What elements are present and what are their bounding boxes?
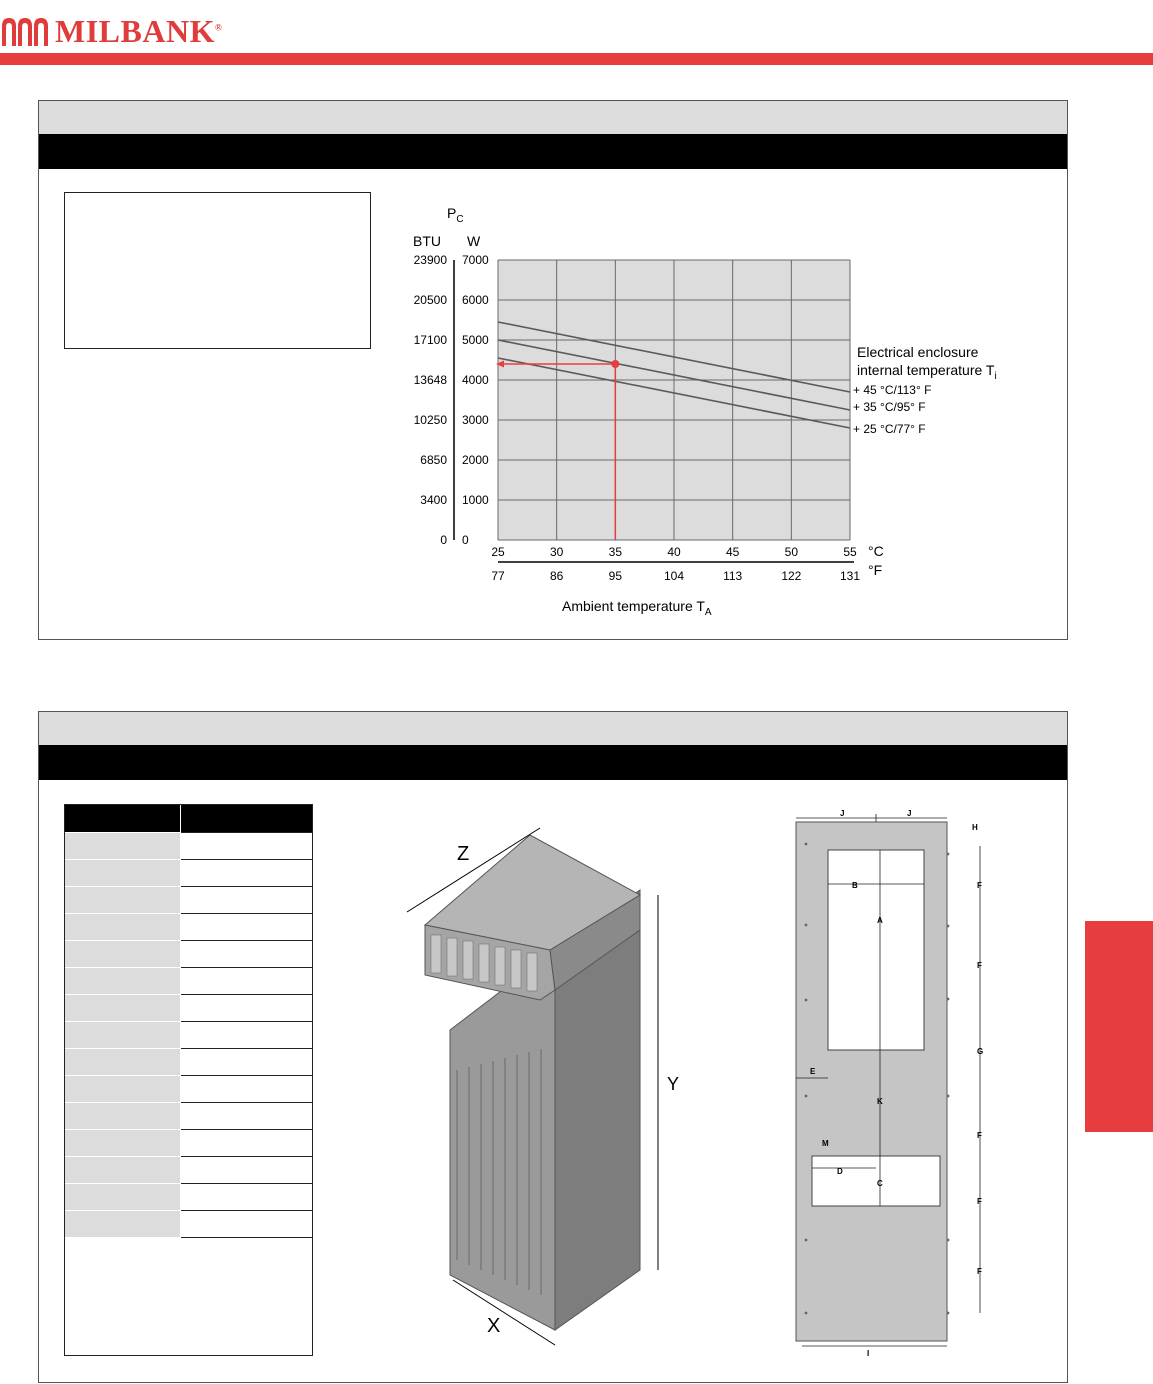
table-header-row bbox=[64, 804, 313, 833]
x-tick-celsius: 35 bbox=[608, 545, 623, 559]
section-side-tab bbox=[1085, 921, 1153, 1132]
dimension-value-cell bbox=[181, 1211, 314, 1238]
dimension-key-cell bbox=[64, 860, 181, 887]
dimension-key-cell bbox=[64, 1211, 181, 1238]
label-a: A bbox=[877, 916, 883, 925]
dimension-key-cell bbox=[64, 804, 181, 833]
x-tick-fahrenheit: 113 bbox=[723, 569, 743, 583]
dimension-x-label: X bbox=[487, 1315, 501, 1337]
dimension-value-cell bbox=[181, 1022, 314, 1049]
dimension-key-cell bbox=[64, 995, 181, 1022]
y-tick-btu: 0 bbox=[440, 533, 447, 547]
header-accent-bar bbox=[0, 53, 1153, 65]
dimension-value-cell bbox=[181, 1049, 314, 1076]
dimension-key-cell bbox=[64, 1157, 181, 1184]
y-tick-btu: 17100 bbox=[413, 333, 447, 347]
table-row bbox=[64, 1022, 313, 1049]
air-conditioner-unit-drawing bbox=[395, 820, 685, 1350]
dimension-value-cell bbox=[181, 860, 314, 887]
y-tick-w: 6000 bbox=[462, 293, 489, 307]
table-row bbox=[64, 887, 313, 914]
dimension-value-cell bbox=[181, 1130, 314, 1157]
table-row bbox=[64, 860, 313, 887]
dimension-key-cell bbox=[64, 833, 181, 860]
x-tick-fahrenheit: 131 bbox=[839, 569, 861, 583]
dimension-value-cell bbox=[181, 941, 314, 968]
legend-entry: + 25 °C/77° F bbox=[853, 422, 926, 436]
x-tick-celsius: 40 bbox=[667, 545, 681, 559]
label-g: G bbox=[977, 1047, 984, 1056]
cooling-capacity-chart bbox=[380, 190, 997, 630]
dimension-key-cell bbox=[64, 1130, 181, 1157]
panel-subtitle-bar bbox=[39, 745, 1067, 780]
dimension-value-cell bbox=[181, 1157, 314, 1184]
legend-title-line2: internal temperature $T_i$ bbox=[857, 362, 997, 382]
label-c: C bbox=[877, 1179, 883, 1188]
dimension-z-label: Z bbox=[457, 843, 470, 865]
brand-name: MILBANK® bbox=[55, 13, 223, 49]
y-tick-btu: 10250 bbox=[413, 413, 447, 427]
x-tick-fahrenheit: 104 bbox=[663, 569, 685, 583]
dimension-key-cell bbox=[64, 914, 181, 941]
upper-cutout bbox=[828, 850, 924, 1050]
dimension-value-cell bbox=[181, 968, 314, 995]
table-row bbox=[64, 1157, 313, 1184]
y-tick-btu: 3400 bbox=[420, 493, 447, 507]
dimension-key-cell bbox=[64, 941, 181, 968]
y-tick-w: 0 bbox=[462, 533, 469, 547]
table-row bbox=[64, 1184, 313, 1211]
dimension-key-cell bbox=[64, 1049, 181, 1076]
y-tick-w: 3000 bbox=[462, 413, 489, 427]
table-row bbox=[64, 1049, 313, 1076]
x-tick-celsius: 25 bbox=[491, 545, 505, 559]
x-tick-fahrenheit: 95 bbox=[608, 569, 623, 583]
y-tick-w: 4000 bbox=[462, 373, 489, 387]
dimension-key-cell bbox=[64, 1076, 181, 1103]
label-m: M bbox=[822, 1139, 829, 1148]
label-h: H bbox=[972, 823, 978, 832]
y-tick-btu: 6850 bbox=[420, 453, 447, 467]
spec-box bbox=[64, 192, 371, 349]
x-tick-celsius: 55 bbox=[843, 545, 857, 559]
y-unit-w: W bbox=[467, 233, 481, 249]
label-j-right: J bbox=[907, 809, 912, 818]
dimension-value-cell bbox=[181, 914, 314, 941]
x-tick-celsius: 50 bbox=[784, 545, 799, 559]
dimension-key-cell bbox=[64, 887, 181, 914]
panel-title-bar bbox=[39, 101, 1067, 134]
y-tick-w: 1000 bbox=[462, 493, 489, 507]
x-tick-fahrenheit: 122 bbox=[781, 569, 802, 583]
dimension-key-cell bbox=[64, 1184, 181, 1211]
y-tick-w: 2000 bbox=[462, 453, 489, 467]
dimension-value-cell bbox=[181, 995, 314, 1022]
table-row bbox=[64, 1103, 313, 1130]
x-tick-fahrenheit: 86 bbox=[549, 569, 564, 583]
x-axis-label: Ambient temperature $T_A$ bbox=[562, 598, 712, 618]
x-tick-celsius: 30 bbox=[549, 545, 564, 559]
dimension-value-cell bbox=[181, 1103, 314, 1130]
panel-subtitle-bar bbox=[39, 134, 1067, 169]
label-e: E bbox=[810, 1067, 816, 1076]
dimension-key-cell bbox=[64, 968, 181, 995]
milbank-logo-icon bbox=[0, 12, 56, 52]
table-row bbox=[64, 914, 313, 941]
label-b: B bbox=[852, 881, 858, 890]
label-d: D bbox=[837, 1167, 843, 1176]
mounting-cutout-drawing bbox=[790, 808, 990, 1358]
panel-title-bar bbox=[39, 712, 1067, 745]
label-f-5: F bbox=[977, 1267, 982, 1276]
dimension-value-cell bbox=[181, 833, 314, 860]
dimension-value-cell bbox=[181, 804, 314, 833]
table-row bbox=[64, 941, 313, 968]
x-tick-fahrenheit: 77 bbox=[491, 569, 505, 583]
label-f-1: F bbox=[977, 881, 982, 890]
table-row bbox=[64, 1211, 313, 1238]
dimension-value-cell bbox=[181, 887, 314, 914]
label-f-2: F bbox=[977, 961, 982, 970]
y-tick-w: 5000 bbox=[462, 333, 489, 347]
table-row bbox=[64, 1130, 313, 1157]
table-row bbox=[64, 968, 313, 995]
table-row bbox=[64, 1076, 313, 1103]
label-j-left: J bbox=[840, 809, 845, 818]
dimension-value-cell bbox=[181, 1076, 314, 1103]
dimensions-table bbox=[64, 804, 313, 1238]
label-k: K bbox=[877, 1097, 883, 1106]
label-i: I bbox=[867, 1349, 870, 1358]
lower-cutout bbox=[812, 1156, 940, 1206]
dimension-value-cell bbox=[181, 1184, 314, 1211]
y-tick-btu: 20500 bbox=[413, 293, 447, 307]
label-f-3: F bbox=[977, 1131, 982, 1140]
dimension-y-label: Y bbox=[667, 1074, 680, 1094]
y-tick-btu: 23900 bbox=[413, 253, 447, 267]
table-row bbox=[64, 833, 313, 860]
legend-entry: + 45 °C/113° F bbox=[853, 383, 932, 397]
x-tick-celsius: 45 bbox=[725, 545, 740, 559]
dimension-key-cell bbox=[64, 1103, 181, 1130]
y-unit-btu: BTU bbox=[413, 233, 441, 249]
x-unit-celsius: °C bbox=[868, 543, 884, 559]
y-tick-btu: 13648 bbox=[413, 373, 447, 387]
legend-title-line1: Electrical enclosure bbox=[857, 344, 979, 360]
x-unit-fahrenheit: °F bbox=[868, 562, 883, 578]
dimension-key-cell bbox=[64, 1022, 181, 1049]
unit-front-face bbox=[450, 950, 555, 1330]
table-row bbox=[64, 995, 313, 1022]
reading-point bbox=[611, 360, 619, 368]
y-tick-w: 7000 bbox=[462, 253, 489, 267]
label-f-4: F bbox=[977, 1197, 982, 1206]
legend-entry: + 35 °C/95° F bbox=[853, 400, 926, 414]
y-label-symbol: $P_C$ bbox=[447, 205, 464, 225]
